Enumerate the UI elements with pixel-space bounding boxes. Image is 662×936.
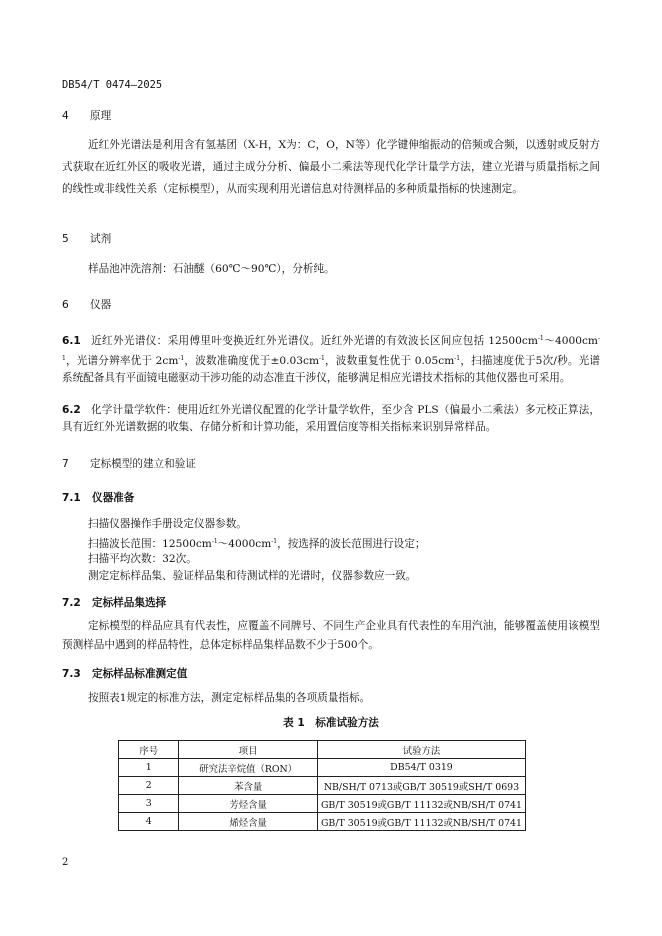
header-method: 试验方法: [317, 741, 525, 759]
cell-item: 研究法辛烷值（RON）: [179, 759, 318, 777]
clause-6-1-number: 6.1: [62, 335, 81, 347]
clause-6-2: [62, 402, 600, 436]
clause-6-2-number: 6.2: [62, 404, 81, 416]
section-6-title: 仪器: [90, 299, 112, 311]
subsection-7-2-title: 定标样品集选择: [92, 597, 167, 609]
section-5-title: 试剂: [90, 233, 112, 245]
section-7-heading: [62, 456, 196, 471]
instrument-step-1: 扫描仪器操作手册设定仪器参数。: [88, 518, 247, 530]
subsection-7-1-number: 7.1: [62, 492, 81, 504]
cell-item: 烯烃含量: [179, 813, 318, 831]
superscript: -1: [178, 355, 185, 363]
scan-range-text-a: 扫描波长范围：12500cm: [88, 538, 212, 550]
subsection-7-2-number: 7.2: [62, 597, 81, 609]
superscript: -1: [454, 355, 461, 363]
cell-seq: 2: [119, 777, 179, 795]
header-seq: 序号: [119, 741, 179, 759]
subsection-7-3-title: 定标样品标准测定值: [92, 668, 188, 680]
section-4-text: 近红外光谱法是利用含有氢基团（X-H，X为：C，O，N等）化学键伸缩振动的倍频或合频，以透射或反射方式获取在近红外区的吸收光谱，通过主成分分析、偏最小二乘法等现代化学计量学方法，建立光谱与质量指标之间的线性或非线性关系（定标模型），从而实现利用光谱信息对待测样品的多种质量指标的快速测定。: [62, 139, 600, 195]
clause-6-2-text: 化学计量学软件：使用近红外光谱仪配置的化学计量学软件，至少含 PLS（偏最小二乘法）多元校正算法，具有近红外光谱数据的收集、存储分析和计算功能，采用置信度等相关指标来识别异常样品。: [62, 404, 600, 434]
cell-seq: 1: [119, 759, 179, 777]
superscript: -1: [211, 538, 218, 545]
header-item: 项目: [179, 741, 318, 759]
standard-code-header: DB54/T 0474—2025: [62, 79, 163, 91]
cell-method: NB/SH/T 0713或GB/T 30519或SH/T 0693: [317, 777, 525, 795]
cell-seq: 3: [119, 795, 179, 813]
standard-methods-table: [118, 740, 526, 831]
subsection-7-1-title: 仪器准备: [92, 492, 135, 504]
subsection-7-3-number: 7.3: [62, 668, 81, 680]
subsection-7-2-text: 定标模型的样品应具有代表性，应覆盖不同牌号、不同生产企业具有代表性的车用汽油，能够覆盖使用该模型预测样品中遇到的样品特性，总体定标样品集样品数不少于500个。: [62, 620, 600, 651]
clause-6-1: [62, 330, 600, 388]
superscript: -1: [319, 355, 325, 363]
superscript: -1: [62, 335, 600, 363]
scan-range-text-b: ～4000cm: [217, 538, 272, 550]
table-row: [119, 759, 526, 777]
table-header-row: [119, 741, 526, 759]
section-6-heading: [62, 297, 111, 312]
subsection-7-3-text: 按照表1规定的标准方法，测定定标样品集的各项质量指标。: [88, 692, 371, 704]
subsection-7-1-heading: [62, 490, 134, 505]
section-5-heading: [62, 231, 111, 246]
table-row: [119, 777, 526, 795]
clause-6-1-text-e: ，波数重复性优于 0.05cm: [324, 355, 455, 368]
superscript: -1: [537, 335, 544, 342]
section-5-number: 5: [62, 233, 69, 245]
cell-item: 苯含量: [179, 777, 318, 795]
table-row: [119, 795, 526, 813]
section-5-text: 样品池冲洗溶剂：石油醚（60℃～90℃），分析纯。: [88, 263, 335, 275]
section-4-title: 原理: [90, 110, 112, 122]
instrument-step-3: 扫描平均次数：32次。: [88, 553, 197, 565]
cell-method: DB54/T 0319: [317, 759, 525, 777]
table-caption: 表 1 标准试验方法: [283, 717, 379, 729]
clause-6-1-text-c: ，光谱分辨率优于 2cm: [65, 355, 179, 368]
section-6-number: 6: [62, 299, 69, 311]
cell-method: GB/T 30519或GB/T 11132或NB/SH/T 0741: [317, 813, 525, 831]
cell-item: 芳烃含量: [179, 795, 318, 813]
section-7-number: 7: [62, 458, 69, 470]
section-7-title: 定标模型的建立和验证: [90, 458, 196, 470]
clause-6-1-text-b: ～4000cm: [543, 335, 598, 347]
cell-method: GB/T 30519或GB/T 11132或NB/SH/T 0741: [317, 795, 525, 813]
section-4-number: 4: [62, 110, 69, 122]
clause-6-1-text-a: 近红外光谱仪：采用傅里叶变换近红外光谱仪。近红外光谱的有效波长区间应包括 12500cm: [90, 335, 538, 347]
section-4-heading: [62, 108, 111, 123]
table-row: [119, 813, 526, 831]
subsection-7-2-heading: [62, 595, 166, 610]
instrument-step-4: 测定定标样品集、验证样品集和待测试样的光谱时，仪器参数应一致。: [88, 570, 417, 582]
subsection-7-3-heading: [62, 666, 187, 681]
superscript: -1: [271, 538, 278, 545]
page-number: 2: [62, 857, 69, 868]
clause-6-1-text-d: ，波数准确度优于±0.03cm: [184, 355, 319, 368]
clause-6-1-text-f: ，扫描速度优于5次/秒。光谱系统配备具有平面镜电磁驱动干涉功能的动态准直干涉仪，能够满足相应光谱技术指标的其他仪器也可采用。: [62, 355, 600, 385]
cell-seq: 4: [119, 813, 179, 831]
scan-range-text-c: ，按选择的波长范围进行设定；: [277, 538, 426, 550]
